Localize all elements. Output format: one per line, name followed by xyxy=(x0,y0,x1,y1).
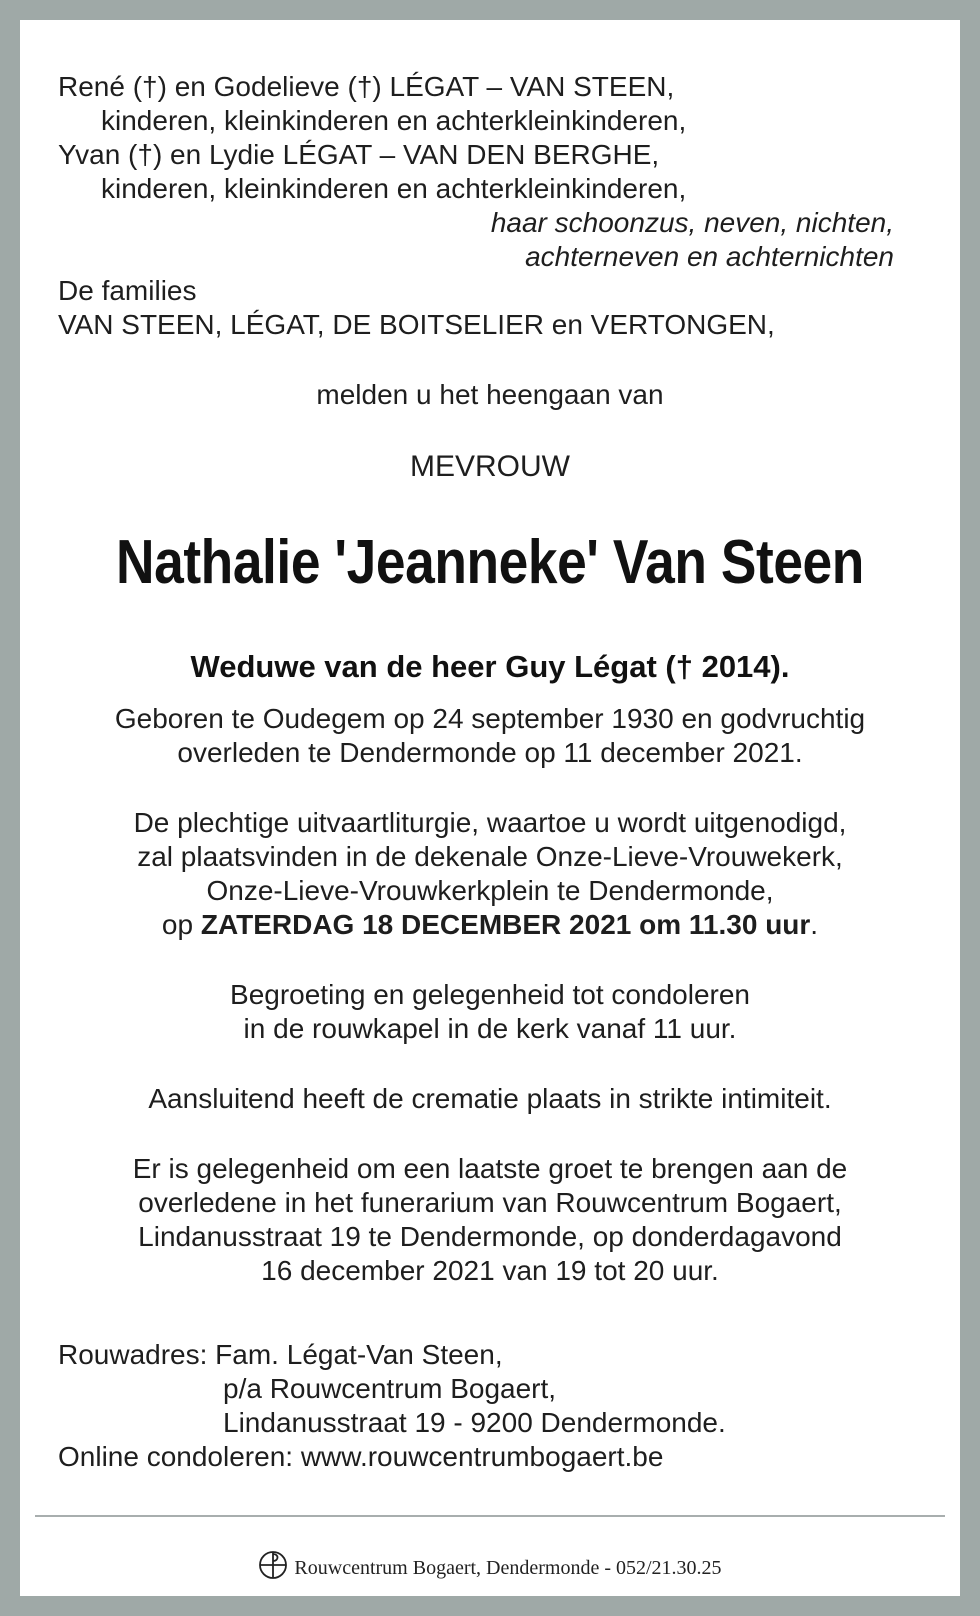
farewell-line-3: Lindanusstraat 19 te Dendermonde, op donderdagavond xyxy=(138,1221,842,1252)
family-line-2: kinderen, kleinkinderen en achterkleinkinderen, xyxy=(101,105,687,136)
address-line-1: Rouwadres: Fam. Légat-Van Steen, xyxy=(58,1339,503,1370)
footer-text: Rouwcentrum Bogaert, Dendermonde - 052/21.30.25 xyxy=(294,1557,722,1579)
family-line-6: achterneven en achternichten xyxy=(525,241,894,272)
widow-of: Weduwe van de heer Guy Légat († 2014). xyxy=(190,649,790,684)
funeral-datetime: ZATERDAG 18 DECEMBER 2021 om 11.30 uur xyxy=(200,909,811,940)
family-line-4: kinderen, kleinkinderen en achterkleinkinderen, xyxy=(101,173,687,204)
liturgy-suffix: . xyxy=(810,909,819,940)
family-line-3: Yvan (†) en Lydie LÉGAT – VAN DEN BERGHE, xyxy=(58,139,660,170)
cremation-note: Aansluitend heeft de crematie plaats in strikte intimiteit. xyxy=(148,1083,832,1114)
liturgy-line-3: Onze-Lieve-Vrouwkerkplein te Dendermonde, xyxy=(206,875,774,906)
liturgy-line-2: zal plaatsvinden in de dekenale Onze-Lieve-Vrouwekerk, xyxy=(137,841,843,872)
family-line-1: René (†) en Godelieve (†) LÉGAT – VAN STEEN, xyxy=(58,71,675,102)
chi-rho-cross-icon xyxy=(258,1557,294,1579)
liturgy-line-1: De plechtige uitvaartliturgie, waartoe u wordt uitgenodigd, xyxy=(133,807,847,838)
liturgy-prefix: op xyxy=(161,909,201,940)
liturgy-line-4 xyxy=(20,908,960,942)
farewell-line-4: 16 december 2021 van 19 tot 20 uur. xyxy=(261,1255,719,1286)
footer xyxy=(20,1550,960,1581)
condolence-line-1: Begroeting en gelegenheid tot condoleren xyxy=(230,979,750,1010)
family-line-7: De families xyxy=(58,275,197,306)
birth-line-1: Geboren te Oudegem op 24 september 1930 en godvruchtig xyxy=(114,703,866,734)
online-condolence: Online condoleren: www.rouwcentrumbogaert.be xyxy=(58,1441,664,1472)
birth-line-2: overleden te Dendermonde op 11 december 2021. xyxy=(177,737,803,768)
address-line-3: Lindanusstraat 19 - 9200 Dendermonde. xyxy=(223,1407,726,1438)
announcement: melden u het heengaan van xyxy=(316,379,664,410)
family-line-5: haar schoonzus, neven, nichten, xyxy=(490,207,894,238)
footer-divider xyxy=(35,1515,945,1517)
family-line-8: VAN STEEN, LÉGAT, DE BOITSELIER en VERTONGEN, xyxy=(58,309,775,340)
farewell-line-1: Er is gelegenheid om een laatste groet te brengen aan de xyxy=(132,1153,848,1184)
deceased-name: Nathalie 'Jeanneke' Van Steen xyxy=(116,528,864,597)
condolence-line-2: in de rouwkapel in de kerk vanaf 11 uur. xyxy=(243,1013,737,1044)
farewell-line-2: overledene in het funerarium van Rouwcentrum Bogaert, xyxy=(138,1187,842,1218)
honorific-title: MEVROUW xyxy=(410,450,570,483)
address-line-2: p/a Rouwcentrum Bogaert, xyxy=(223,1373,557,1404)
